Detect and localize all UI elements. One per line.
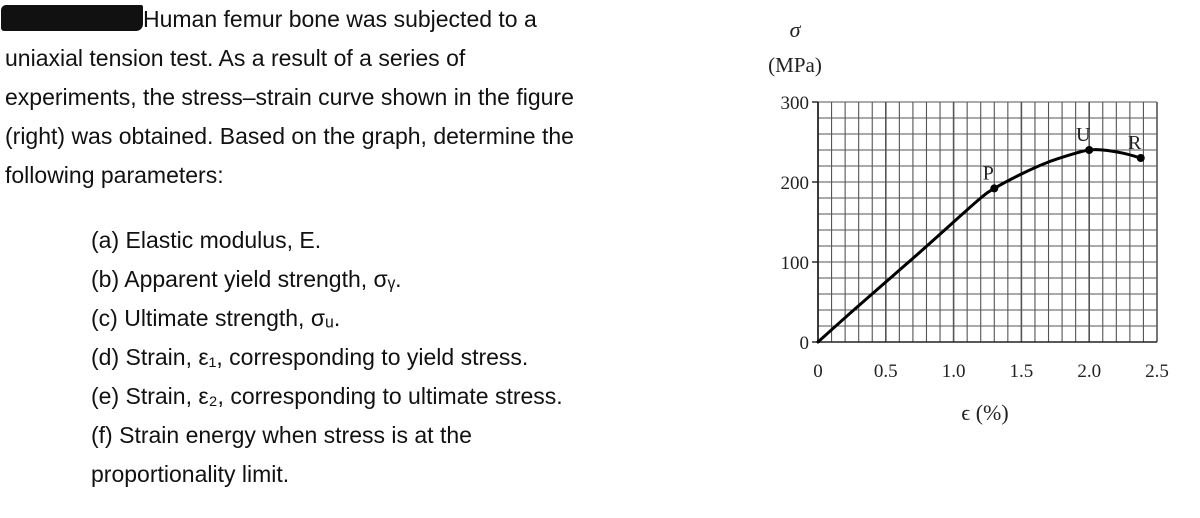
intro-line-3: experiments, the stress–strain curve shown in the figure bbox=[5, 84, 574, 110]
part-a: (a) Elastic modulus, E. bbox=[91, 227, 322, 253]
problem-statement bbox=[5, 0, 725, 195]
intro-line-1 bbox=[5, 0, 725, 39]
x-tick-label: 1.5 bbox=[1009, 361, 1034, 382]
part-c: (c) Ultimate strength, σᵤ. bbox=[91, 305, 341, 331]
x-tick-label: 2.5 bbox=[1145, 361, 1169, 382]
question-parts bbox=[91, 221, 563, 494]
part-f: (f) Strain energy when stress is at the bbox=[91, 422, 472, 448]
intro-text-1: Human femur bone was subjected to a bbox=[143, 6, 537, 32]
stress-strain-figure bbox=[720, 0, 1200, 518]
axes bbox=[812, 102, 1157, 342]
intro-line-4: (right) was obtained. Based on the graph, determine the bbox=[5, 123, 574, 149]
y-axis-symbol: σ bbox=[789, 17, 801, 42]
y-tick-label: 100 bbox=[780, 253, 809, 274]
stress-strain-chart bbox=[720, 0, 1200, 518]
tick-labels bbox=[781, 93, 1169, 382]
point-p-label: P bbox=[982, 162, 994, 185]
x-tick-label: 1.0 bbox=[941, 361, 966, 382]
point-r-marker bbox=[1137, 154, 1145, 162]
y-axis-unit: (MPa) bbox=[768, 53, 822, 77]
grid bbox=[818, 102, 1157, 342]
point-u-marker bbox=[1085, 146, 1093, 154]
x-tick-label: 0.5 bbox=[873, 361, 898, 382]
x-axis-label: ϵ (%) bbox=[961, 400, 1009, 425]
intro-line-5: following parameters: bbox=[5, 162, 224, 188]
point-r-label: R bbox=[1128, 132, 1142, 154]
x-tick-label: 2.0 bbox=[1077, 361, 1102, 382]
part-e: (e) Strain, ε₂, corresponding to ultimate stress. bbox=[91, 383, 563, 409]
y-tick-label: 300 bbox=[780, 93, 809, 114]
redaction-mark bbox=[1, 5, 143, 31]
y-tick-label: 200 bbox=[780, 173, 809, 194]
x-tick-label: 0 bbox=[813, 361, 823, 382]
point-p-marker bbox=[990, 184, 998, 192]
point-u-label: U bbox=[1075, 124, 1091, 146]
y-tick-label: 0 bbox=[799, 333, 809, 354]
intro-line-2: uniaxial tension test. As a result of a series of bbox=[5, 45, 466, 71]
part-b: (b) Apparent yield strength, σᵧ. bbox=[91, 266, 402, 292]
part-f-continued: proportionality limit. bbox=[91, 461, 290, 487]
part-d: (d) Strain, ε₁, corresponding to yield stress. bbox=[91, 344, 529, 370]
